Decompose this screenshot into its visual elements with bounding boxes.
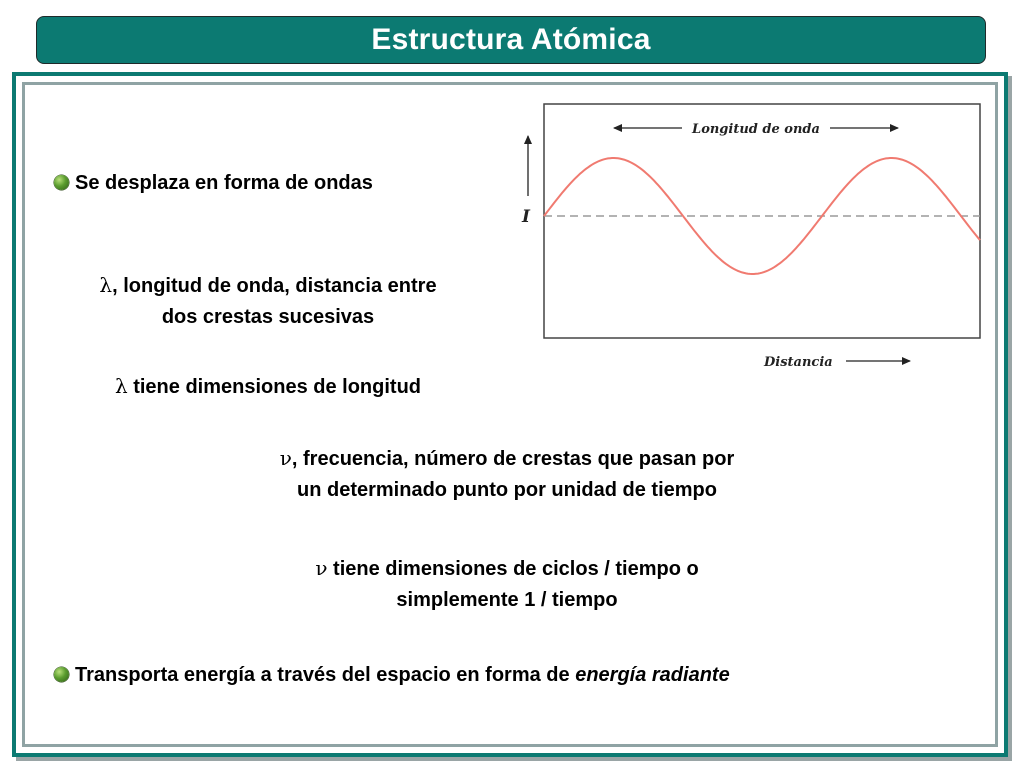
title-bar [36,16,986,64]
lambda-symbol: λ [99,273,113,297]
lambda-definition-line2: dos crestas sucesivas [161,306,375,328]
nu-symbol-2: ν [315,556,328,580]
intensity-axis-label: I [522,207,530,227]
green-bullet-icon [54,667,69,682]
nu-definition [160,443,854,506]
wavelength-label: Longitud de onda [692,122,820,137]
lambda-definition-line1: λ, longitud de onda, distancia entre [99,273,437,297]
wave-plot-frame [544,104,980,338]
lambda-definition [40,270,496,333]
nu-definition-line1: ν, frecuencia, número de crestas que pasan por [279,446,735,470]
wave-diagram-svg [508,96,988,386]
nu-dimensions-line1: ν tiene dimensiones de ciclos / tiempo o [315,556,699,580]
bullet-wave-motion-text: Se desplaza en forma de ondas [75,172,373,194]
nu-definition-line2: un determinado punto por unidad de tiempo [297,479,717,501]
bullet-wave-motion [54,168,373,199]
lambda-dimensions: λ tiene dimensiones de longitud [114,374,422,398]
nu-dimensions [160,553,854,616]
slide-title: Estructura Atómica [371,23,651,56]
lambda-symbol-2: λ [114,374,128,398]
distance-label: Distancia [764,355,833,370]
nu-dimensions-line2: simplemente 1 / tiempo [396,589,618,611]
green-bullet-icon [54,175,69,190]
nu-symbol: ν [279,446,292,470]
radiant-energy-emphasis: energía radiante [575,664,730,686]
wave-diagram [508,96,988,386]
bullet-radiant-energy: Transporta energía a través del espacio en forma de energía radiante [54,660,730,691]
